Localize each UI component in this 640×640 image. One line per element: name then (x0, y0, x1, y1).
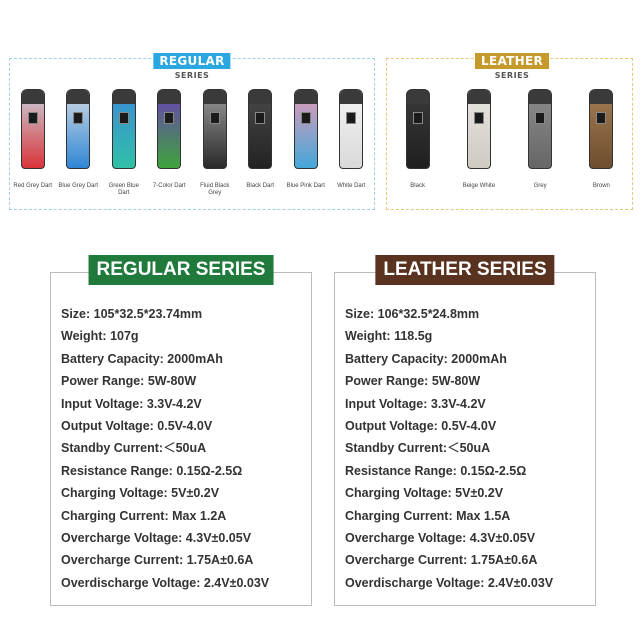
spec-line: Input Voltage: 3.3V-4.2V (61, 396, 202, 411)
device-item (458, 89, 500, 190)
device-image (66, 89, 90, 169)
regular-series-badge (153, 50, 230, 80)
spec-line: Charging Current: Max 1.2A (61, 508, 227, 523)
device-label: Blue Grey Dart (58, 183, 99, 189)
regular-spec-box (50, 259, 312, 606)
device-image (528, 89, 552, 169)
device-item (148, 89, 190, 197)
spec-line: Output Voltage: 0.5V-4.0V (61, 418, 213, 433)
device-label: 7-Color Dart (152, 183, 186, 189)
spec-line: Overcharge Current: 1.75A±0.6A (61, 553, 254, 568)
spec-line: Size: 105*32.5*23.74mm (61, 307, 203, 321)
spec-line: Charging Voltage: 5V±0.2V (61, 486, 220, 501)
device-item (12, 89, 54, 197)
spec-line: Charging Current: Max 1.5A (345, 508, 511, 523)
spec-line: Overdischarge Voltage: 2.4V±0.03V (61, 575, 270, 590)
device-item (397, 89, 439, 190)
device-label: Brown (592, 183, 610, 189)
device-label: Fluid Black Grey (200, 183, 230, 197)
leather-series-badge (475, 50, 549, 80)
leather-badge-sub: SERIES (494, 71, 530, 80)
device-image (339, 89, 363, 169)
regular-device-row (10, 89, 374, 197)
regular-colors-panel (9, 54, 375, 210)
leather-device-row (387, 89, 632, 190)
regular-spec-title: REGULAR SERIES (89, 255, 274, 285)
device-image (248, 89, 272, 169)
spec-line: Overdischarge Voltage: 2.4V±0.03V (345, 575, 554, 590)
device-label: Black Dart (246, 183, 275, 189)
device-label: Black (410, 183, 425, 189)
spec-line: Weight: 118.5g (345, 329, 433, 344)
device-item (239, 89, 281, 197)
leather-spec-title: LEATHER SERIES (375, 255, 554, 285)
spec-line: Standby Current:＜50uA (61, 441, 207, 456)
device-item (519, 89, 561, 190)
device-image (294, 89, 318, 169)
spec-line: Resistance Range: 0.15Ω-2.5Ω (61, 463, 243, 478)
device-label: Green Blue Dart (108, 183, 139, 197)
device-image (406, 89, 430, 169)
spec-line: Charging Voltage: 5V±0.2V (345, 486, 504, 501)
leather-spec-box (334, 259, 596, 606)
device-image (157, 89, 181, 169)
device-label: Blue Pink Dart (286, 183, 325, 189)
device-item (330, 89, 372, 197)
spec-line: Standby Current:＜50uA (345, 441, 491, 456)
device-image (112, 89, 136, 169)
regular-badge-sub: SERIES (174, 71, 210, 80)
spec-line: Overcharge Current: 1.75A±0.6A (345, 553, 538, 568)
spec-line: Battery Capacity: 2000mAh (61, 351, 223, 366)
leather-badge-label: LEATHER (475, 53, 549, 69)
device-image (467, 89, 491, 169)
device-item (194, 89, 236, 197)
regular-badge-label: REGULAR (153, 53, 230, 69)
device-label: Beige White (462, 183, 496, 189)
regular-spec-list (61, 303, 305, 594)
device-image (589, 89, 613, 169)
spec-line: Overcharge Voltage: 4.3V±0.05V (61, 530, 252, 545)
device-image (203, 89, 227, 169)
device-image (21, 89, 45, 169)
spec-line: Power Range: 5W-80W (345, 374, 481, 389)
leather-spec-list (345, 303, 589, 594)
device-item (285, 89, 327, 197)
leather-colors-panel (386, 54, 633, 210)
device-item (580, 89, 622, 190)
spec-line: Overcharge Voltage: 4.3V±0.05V (345, 530, 536, 545)
spec-line: Weight: 107g (61, 329, 139, 344)
spec-line: Resistance Range: 0.15Ω-2.5Ω (345, 463, 527, 478)
spec-line: Output Voltage: 0.5V-4.0V (345, 418, 497, 433)
spec-line: Power Range: 5W-80W (61, 374, 197, 389)
spec-line: Size: 106*32.5*24.8mm (345, 307, 480, 321)
device-label: Grey (533, 183, 547, 189)
device-item (57, 89, 99, 197)
spec-line: Battery Capacity: 2000mAh (345, 351, 507, 366)
device-item (103, 89, 145, 197)
spec-line: Input Voltage: 3.3V-4.2V (345, 396, 486, 411)
device-label: White Dart (337, 183, 366, 189)
device-label: Red Grey Dart (13, 183, 53, 189)
